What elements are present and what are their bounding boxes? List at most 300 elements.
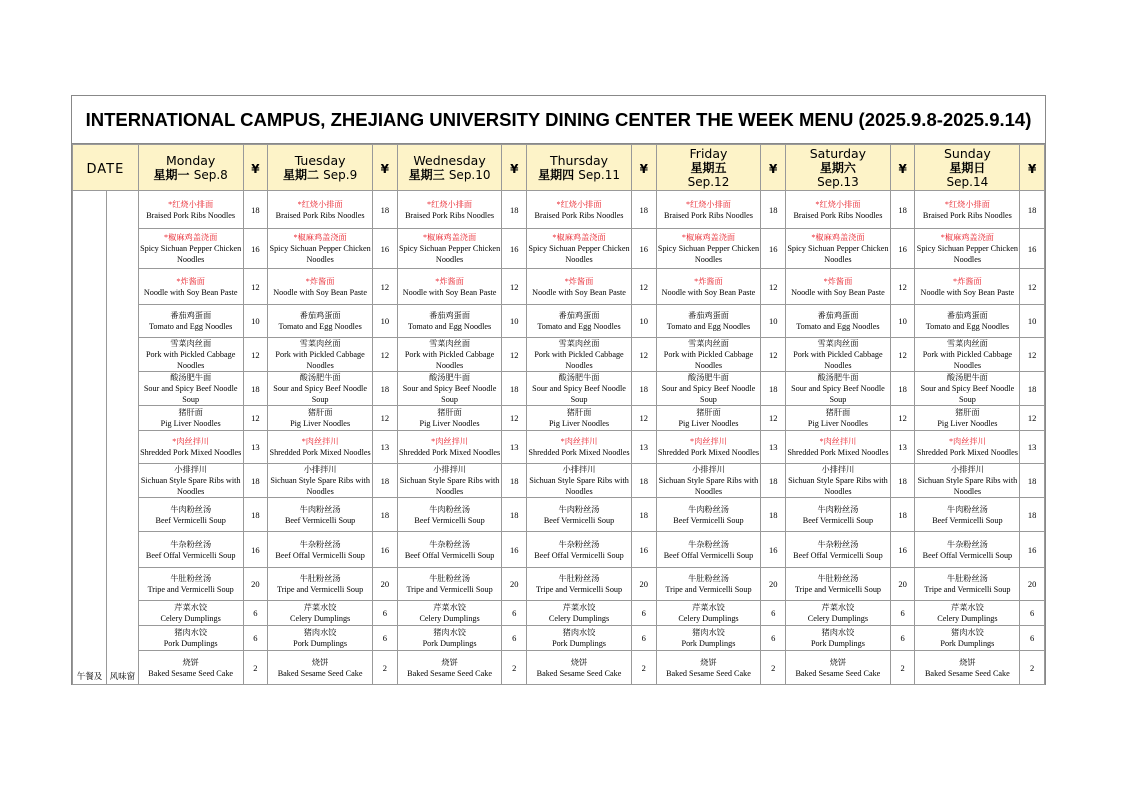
price-cell [1020,305,1045,338]
day-name-cn [268,168,372,182]
dish-cell [915,305,1020,338]
day-date: Sep.14 [946,174,989,189]
dish [527,232,631,265]
dish-cell [915,338,1020,372]
yuan-icon: ¥ [898,162,907,176]
price-value: 2 [512,662,517,673]
dish-name-en: Pork Dumplings [293,639,348,648]
dish-name-en: Pig Liver Noodles [290,419,351,428]
currency-header [1020,145,1045,191]
price-cell [1020,269,1045,305]
dish-name-en: Sour and Spicy Beef Noodle Soup [143,384,238,404]
day-name-en: Wednesday [413,152,486,168]
price-cell [502,406,527,431]
dish-cell [397,532,502,568]
dish-cell [268,338,373,372]
dish-name-en: Spicy Sichuan Pepper Chicken Noodles [528,244,630,264]
price-cell [243,431,268,464]
day-name-en: Sunday [943,145,991,161]
dish-name-en: Sichuan Style Spare Ribs with Noodles [658,476,759,496]
dish [915,338,1019,371]
price-cell [761,229,786,269]
price-value: 16 [639,544,648,555]
dish-cell [786,229,891,269]
dish-name-cn: *椒麻鸡盖浇面 [552,233,606,242]
dish [786,464,890,497]
dish [657,464,761,497]
price-cell [1020,229,1045,269]
dish [786,338,890,371]
price-value: 6 [1030,633,1035,643]
dish-name-cn: 酸汤肥牛面 [429,373,471,382]
dish-name-cn: 雪菜肉丝面 [170,339,212,348]
dish-name-cn: 芹菜水饺 [562,603,596,612]
dish [398,310,502,332]
dish [268,407,372,429]
price-cell [243,464,268,498]
dish-name-en: Tripe and Vermicelli Soup [406,585,493,594]
price-value: 13 [898,442,907,452]
price-cell [243,626,268,651]
dish-name-cn: *炸酱面 [564,276,594,286]
dish-cell [268,651,373,685]
price-cell [761,532,786,568]
dish [657,627,761,649]
dish-name-en: Celery Dumplings [548,614,610,623]
day-date: Sep.13 [817,174,859,189]
price-value: 16 [1027,544,1037,555]
dish-name-cn: 番茄鸡蛋面 [946,311,988,320]
window-label [106,191,138,685]
dish-name-cn: *炸酱面 [305,276,335,286]
dish-name-cn: 小排拌川 [303,465,337,474]
dish-name-cn: 牛肉粉丝汤 [946,504,988,514]
dish-name-en: Celery Dumplings [419,614,480,623]
dish-cell [527,305,632,338]
dish-cell [786,338,891,372]
dish-name-cn: 牛杂粉丝汤 [429,539,471,549]
dish [268,627,372,649]
price-cell [502,372,527,406]
dish-cell [527,229,632,269]
price-cell [890,269,915,305]
dish-name-en: Tomato and Egg Noodles [796,322,880,331]
dish-name-en: Noodle with Soy Bean Paste [532,287,626,297]
dish-cell [656,626,761,651]
dish-name-cn: 烧饼 [311,657,329,667]
menu-row [73,568,1045,601]
price-value: 2 [253,662,258,673]
dish-name-cn: *红烧小排面 [685,199,731,209]
dish-cell [527,372,632,406]
price-cell [373,406,398,431]
day-date: Sep.12 [687,174,730,189]
price-cell [1020,532,1045,568]
dish-name-cn: 牛肚粉丝汤 [299,574,341,583]
price-value: 2 [382,662,387,673]
price-cell [631,229,656,269]
price-value: 10 [768,316,778,326]
dish-name-en: Tripe and Vermicelli Soup [277,585,364,594]
dish [527,627,631,649]
dish [398,232,502,265]
price-cell [502,651,527,685]
dish [657,199,761,221]
dish-name-cn: 猪肉水饺 [951,628,984,637]
dish [786,310,890,332]
dish-name-en: Pig Liver Noodles [160,419,221,428]
price-value: 16 [898,243,907,254]
dish-name-cn: *椒麻鸡盖浇面 [422,233,477,242]
dish-name-en: Baked Sesame Seed Cake [795,668,881,678]
dish-name-cn: 牛肉粉丝汤 [688,504,729,514]
dish-cell [527,338,632,372]
yuan-icon: ¥ [639,162,648,176]
dish-name-en: Baked Sesame Seed Cake [924,668,1010,678]
dish-name-cn: 芹菜水饺 [692,603,725,612]
price-value: 12 [251,349,260,360]
dish-name-en: Sichuan Style Spare Ribs with Noodles [788,476,888,496]
price-cell [243,338,268,372]
price-value: 6 [771,633,776,643]
dish-name-cn: 小排拌川 [951,465,984,474]
dish [398,464,502,497]
dish-cell [138,338,243,372]
price-cell [1020,568,1045,601]
dish-name-en: Noodle with Soy Bean Paste [791,287,885,297]
day-header-2 [397,145,502,191]
dish-cell [268,406,373,431]
day-date-line [657,175,761,189]
price-value: 18 [898,204,907,215]
dish [786,627,890,649]
currency-header [761,145,786,191]
dish-cell [527,626,632,651]
price-cell [631,191,656,229]
dish-name-en: Braised Pork Ribs Noodles [534,210,624,220]
price-value: 12 [768,281,778,292]
dish-name-cn: 牛杂粉丝汤 [558,539,600,549]
date-label: DATE [86,162,125,177]
price-value: 20 [1027,579,1037,589]
price-value: 6 [512,633,517,643]
dish [527,407,631,429]
dish-name-en: Pork with Pickled Cabbage Noodles [145,350,236,370]
price-cell [502,568,527,601]
dish-cell [527,464,632,498]
dish-name-cn: 牛肉粉丝汤 [558,504,600,514]
dish-cell [138,651,243,685]
price-value: 18 [380,475,390,486]
price-value: 12 [380,349,390,360]
dish-name-cn: 牛杂粉丝汤 [946,539,988,549]
price-cell [373,305,398,338]
menu-row [73,305,1045,338]
dish-name-cn: *炸酱面 [694,276,723,286]
dish-name-cn: *炸酱面 [823,276,853,286]
dish-name-en: Tomato and Egg Noodles [278,322,362,331]
dish-cell [268,498,373,532]
dish-name-cn: 猪肝面 [437,408,462,417]
menu-sheet [71,95,1046,685]
dish [268,372,372,405]
dish-cell [656,464,761,498]
price-value: 16 [510,544,519,555]
price-cell [631,568,656,601]
day-header-1 [268,145,373,191]
dish-name-en: Beef Vermicelli Soup [155,515,226,525]
dish-name-cn: 小排拌川 [692,465,725,474]
dish [657,504,761,526]
price-value: 16 [639,243,648,254]
dish-cell [915,431,1020,464]
dish-name-en: Pig Liver Noodles [937,419,998,428]
dish-name-en: Pork Dumplings [163,639,218,648]
price-value: 13 [639,442,648,452]
dish-name-cn: *炸酱面 [176,276,205,286]
dish-cell [786,464,891,498]
price-value: 20 [380,579,390,589]
price-cell [761,431,786,464]
price-value: 12 [898,413,907,423]
day-name-en: Saturday [809,145,867,161]
price-cell [631,431,656,464]
dish-name-en: Beef Vermicelli Soup [284,515,356,525]
dish-cell [138,406,243,431]
price-value: 18 [639,204,648,215]
dish-cell [786,626,891,651]
price-cell [373,229,398,269]
dish-name-cn: 小排拌川 [821,465,855,474]
dish-name-en: Beef Offal Vermicelli Soup [793,550,883,560]
currency-header [243,145,268,191]
dish-name-en: Pig Liver Noodles [678,419,739,428]
dish [268,310,372,332]
dish-name-cn: 牛肉粉丝汤 [170,504,212,514]
price-value: 16 [1027,243,1037,254]
dish-name-cn: 雪菜肉丝面 [299,339,341,348]
price-cell [373,338,398,372]
price-cell [631,651,656,685]
dish-cell [915,532,1020,568]
dish [527,372,631,405]
price-cell [761,568,786,601]
dish-name-cn: 雪菜肉丝面 [946,339,988,348]
dish [268,657,372,679]
weekday-cn: 星期日 [949,160,986,175]
dish-cell [915,269,1020,305]
dish-cell [786,532,891,568]
dish-name-en: Sour and Spicy Beef Noodle Soup [532,384,626,404]
dish-name-cn: 猪肝面 [178,408,203,417]
dish [786,232,890,265]
dish [657,407,761,429]
price-cell [502,532,527,568]
menu-row [73,269,1045,305]
dish-cell [397,498,502,532]
dish-name-en: Tripe and Vermicelli Soup [924,585,1011,594]
dish-name-en: Pig Liver Noodles [419,419,480,428]
dish-cell [397,191,502,229]
dish-cell [915,229,1020,269]
dish-cell [138,191,243,229]
dish [657,657,761,679]
price-value: 18 [510,475,519,486]
price-value: 6 [253,633,258,643]
price-value: 18 [510,204,519,215]
price-value: 12 [1027,281,1037,292]
dish-cell [397,372,502,406]
price-value: 18 [1027,509,1037,520]
dish-name-en: Pig Liver Noodles [549,419,610,428]
dish-cell [656,229,761,269]
price-value: 18 [768,475,778,486]
dish-cell [786,498,891,532]
price-value: 12 [639,413,648,423]
dish-cell [397,464,502,498]
dish [915,199,1019,221]
price-cell [890,601,915,626]
price-value: 20 [251,579,260,589]
price-cell [502,229,527,269]
price-cell [243,372,268,406]
dish [398,407,502,429]
price-cell [243,191,268,229]
dish [657,573,761,595]
price-cell [243,406,268,431]
price-value: 16 [251,243,260,254]
dish-cell [656,568,761,601]
dish-cell [397,651,502,685]
dish-cell [656,406,761,431]
weekday-cn: 星期六 [819,160,856,175]
dish-name-cn: 猪肝面 [955,408,980,417]
dish [657,372,761,405]
dish-cell [786,372,891,406]
price-cell [890,431,915,464]
dish-name-cn: *红烧小排面 [297,199,343,209]
price-cell [761,338,786,372]
dish-name-cn: 酸汤肥牛面 [299,373,341,382]
dish-name-cn: 牛肚粉丝汤 [170,574,212,583]
price-value: 18 [639,383,648,394]
dish-name-cn: 烧饼 [700,657,717,667]
dish [657,310,761,332]
dish-cell [786,406,891,431]
dish-name-cn: 番茄鸡蛋面 [817,311,859,320]
dish-name-en: Celery Dumplings [289,614,351,623]
currency-header [890,145,915,191]
dish-cell [268,532,373,568]
dish-name-cn: 番茄鸡蛋面 [299,311,341,320]
dish [268,232,372,265]
dish-name-en: Spicy Sichuan Pepper Chicken Noodles [916,244,1018,264]
dish-name-cn: 牛肚粉丝汤 [688,574,729,583]
dish-cell [527,601,632,626]
dish-name-cn: *椒麻鸡盖浇面 [940,233,994,242]
price-value: 16 [380,243,390,254]
price-value: 18 [510,383,519,394]
price-cell [373,568,398,601]
price-cell [761,269,786,305]
dish-cell [786,568,891,601]
price-value: 10 [1027,316,1037,326]
price-value: 6 [382,608,387,618]
price-cell [502,191,527,229]
dish-name-en: Noodle with Soy Bean Paste [920,287,1015,297]
dish [786,602,890,624]
dish-name-en: Shredded Pork Mixed Noodles [787,448,889,457]
dish-name-cn: 牛肚粉丝汤 [429,574,471,583]
dish [786,407,890,429]
menu-row [73,651,1045,685]
dish [268,539,372,561]
dish-cell [268,464,373,498]
dish-name-en: Pork Dumplings [810,639,865,648]
dish-name-cn: 牛杂粉丝汤 [817,539,859,549]
dish [786,199,890,221]
dish-name-cn: 烧饼 [829,657,847,667]
dish-name-en: Tomato and Egg Noodles [666,322,751,331]
dish-name-cn: 牛肉粉丝汤 [817,504,859,514]
meal-label [73,191,107,685]
price-value: 2 [900,662,905,673]
price-value: 18 [510,509,519,520]
price-cell [1020,651,1045,685]
price-value: 12 [251,281,260,292]
price-cell [502,269,527,305]
dish-name-en: Sichuan Style Spare Ribs with Noodles [917,476,1018,496]
price-cell [373,191,398,229]
day-date-line [786,175,890,189]
dish-name-cn: 雪菜肉丝面 [817,339,859,348]
dish-name-en: Pork with Pickled Cabbage Noodles [793,350,883,370]
dish-cell [656,431,761,464]
price-cell [890,191,915,229]
dish-cell [527,431,632,464]
dish-name-en: Shredded Pork Mixed Noodles [657,448,760,457]
price-cell [761,406,786,431]
dish-cell [527,269,632,305]
dish [139,436,243,458]
price-cell [890,568,915,601]
dish-name-en: Tripe and Vermicelli Soup [535,585,623,594]
dish-name-cn: 小排拌川 [562,465,596,474]
dish-name-cn: 牛杂粉丝汤 [170,539,212,549]
dish-name-cn: 牛肚粉丝汤 [817,574,859,583]
dish-cell [268,626,373,651]
price-value: 12 [898,349,907,360]
dish-cell [915,372,1020,406]
price-cell [1020,464,1045,498]
dish-name-en: Pork with Pickled Cabbage Noodles [922,350,1013,370]
dish [139,573,243,595]
price-cell [502,464,527,498]
price-cell [631,269,656,305]
dish-cell [915,191,1020,229]
price-cell [243,651,268,685]
dish [268,464,372,497]
dish-name-cn: *椒麻鸡盖浇面 [811,233,865,242]
dish [139,338,243,371]
dish [915,372,1019,405]
dish-name-en: Beef Offal Vermicelli Soup [404,550,495,560]
dish-cell [397,626,502,651]
dish-name-en: Sour and Spicy Beef Noodle Soup [402,384,497,404]
dish-name-cn: 猪肉水饺 [562,628,596,637]
price-value: 18 [251,475,260,486]
dish-name-cn: *肉丝拌川 [690,437,727,446]
